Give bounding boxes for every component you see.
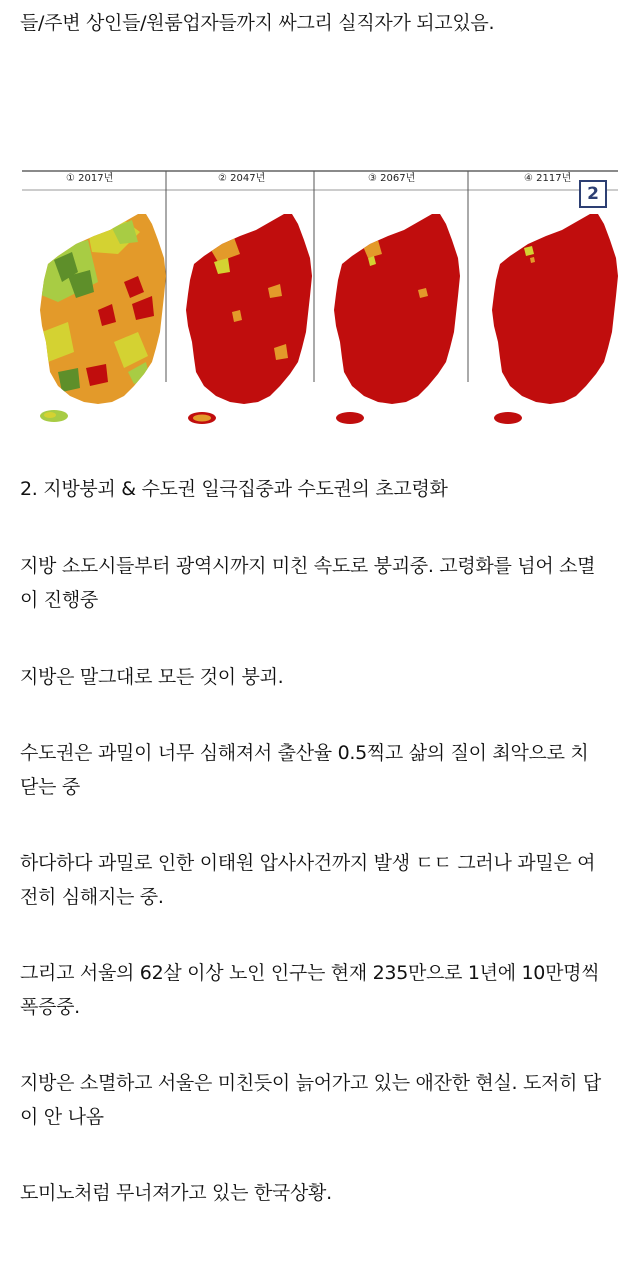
panel-label-2067: ③ 2067년 bbox=[368, 173, 416, 184]
paragraph-6-line-1: 지방은 소멸하고 서울은 미친듯이 늙어가고 있는 애잔한 현실. 도저히 답 bbox=[20, 1072, 601, 1094]
paragraph-2: 지방은 말그대로 모든 것이 붕괴. bbox=[20, 666, 284, 688]
panel-label-2017: ① 2017년 bbox=[66, 173, 114, 184]
paragraph-4-line-1: 하다하다 과밀로 인한 이태원 압사사건까지 발생 ㄷㄷ 그러나 과밀은 여 bbox=[20, 852, 596, 874]
map-panel-2017 bbox=[28, 192, 178, 422]
paragraph-3-line-2: 닫는 중 bbox=[20, 776, 80, 798]
panel-label-2047: ② 2047년 bbox=[218, 173, 266, 184]
paragraph-4-line-2: 전히 심해지는 중. bbox=[20, 886, 164, 908]
paragraph-5-line-2: 폭증중. bbox=[20, 996, 80, 1018]
population-map-figure bbox=[22, 168, 618, 430]
map-panel-2047 bbox=[174, 192, 324, 424]
map-panels-svg bbox=[22, 168, 618, 430]
section-heading: 2. 지방붕괴 & 수도권 일극집중과 수도권의 초고령화 bbox=[20, 478, 448, 500]
intro-line: 들/주변 상인들/원룸업자들까지 싸그리 실직자가 되고있음. bbox=[20, 12, 495, 34]
figure-number-badge: 2 bbox=[579, 180, 607, 208]
paragraph-3-line-1: 수도권은 과밀이 너무 심해져서 출산율 0.5찍고 삶의 질이 최악으로 치 bbox=[20, 742, 589, 764]
paragraph-7: 도미노처럼 무너져가고 있는 한국상황. bbox=[20, 1182, 332, 1204]
map-panel-2067 bbox=[322, 192, 472, 424]
paragraph-1-line-2: 이 진행중 bbox=[20, 589, 98, 611]
paragraph-6-line-2: 이 안 나옴 bbox=[20, 1106, 104, 1128]
paragraph-5-line-1: 그리고 서울의 62살 이상 노인 인구는 현재 235만으로 1년에 10만명씩 bbox=[20, 962, 600, 984]
map-panel-2117 bbox=[480, 192, 618, 424]
paragraph-1-line-1: 지방 소도시들부터 광역시까지 미친 속도로 붕괴중. 고령화를 넘어 소멸 bbox=[20, 555, 596, 577]
panel-label-2117: ④ 2117년 bbox=[524, 173, 572, 184]
